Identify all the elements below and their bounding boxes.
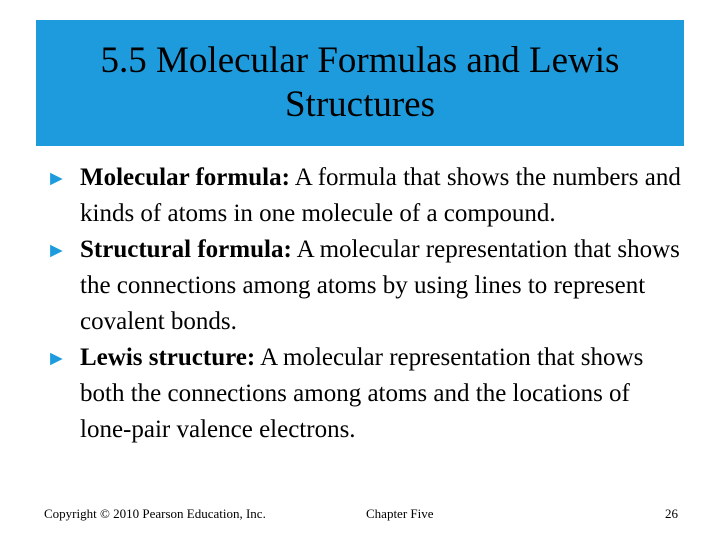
bullet-text: A molecular representation that shows the connections among atoms by using lines to represent covalent bonds. <box>80 236 680 335</box>
bullet-text: A molecular representation that shows both the connections among atoms and the locations of lone-pair valence electrons. <box>80 344 644 443</box>
copyright-notice: Copyright © 2010 Pearson Education, Inc. <box>44 506 266 521</box>
page-number: 26 <box>665 506 678 521</box>
bullet-term: Lewis structure: <box>80 344 256 371</box>
title-banner <box>36 20 684 146</box>
bullet-lewis-structure <box>46 340 686 448</box>
bullet-term: Molecular formula: <box>80 164 290 191</box>
right-pointer-icon: ► <box>46 238 67 262</box>
bullet-term: Structural formula: <box>80 236 292 263</box>
chapter-label: Chapter Five <box>366 506 434 521</box>
bullet-molecular-formula <box>46 160 686 232</box>
right-pointer-icon: ► <box>46 346 67 370</box>
right-pointer-icon: ► <box>46 166 67 190</box>
bullet-text: A formula that shows the numbers and kinds of atoms in one molecule of a compound. <box>80 164 681 227</box>
slide-title: 5.5 Molecular Formulas and Lewis Structures <box>100 40 620 125</box>
bullet-structural-formula <box>46 232 686 340</box>
bullet-list <box>46 160 686 448</box>
